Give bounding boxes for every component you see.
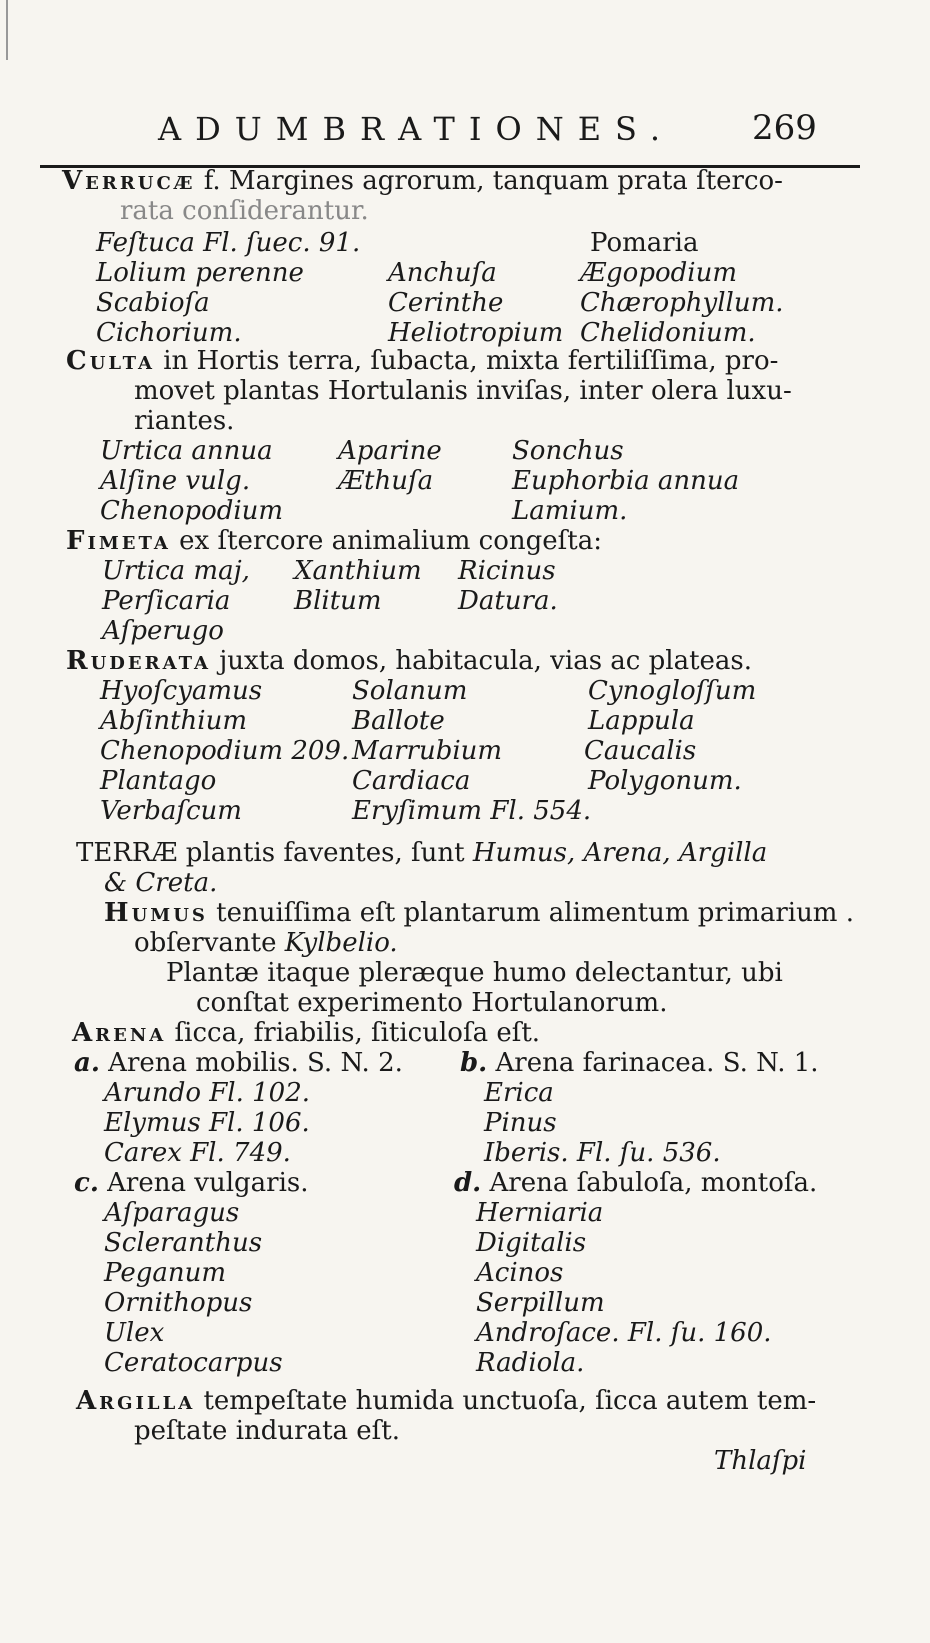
arena-c-item: Ornithopus	[104, 1288, 253, 1318]
arena-a-label: a.	[74, 1048, 100, 1078]
arena-b-label: b.	[460, 1048, 488, 1078]
arena-d-title	[454, 1168, 817, 1198]
arena-b-item: Iberis. Fl. ſu. 536.	[484, 1138, 721, 1168]
fimeta-head: Fimeta	[66, 526, 171, 556]
verrucae-plant: Heliotropium	[388, 318, 564, 348]
arena-d-item: Herniaria	[476, 1198, 604, 1228]
arena-c-label: c.	[74, 1168, 99, 1198]
arena-c-title	[74, 1168, 309, 1198]
arena-d-item: Acinos	[476, 1258, 564, 1288]
terrae-line-1	[76, 838, 767, 868]
ruderata-plant: Cynogloſſum	[588, 676, 757, 706]
arena-d-item: Digitalis	[476, 1228, 587, 1258]
page-number: 269	[752, 108, 817, 148]
fimeta-line	[66, 526, 602, 556]
culta-plant: Lamium.	[512, 496, 628, 526]
arena-c-item: Ceratocarpus	[104, 1348, 283, 1378]
arena-a-name: Arena mobilis. S. N. 2.	[108, 1048, 403, 1078]
culta-plant: Aparine	[338, 436, 442, 466]
argilla-head: Argilla	[76, 1386, 196, 1416]
culta-head: Culta	[66, 346, 155, 376]
verrucae-plant: Anchuſa	[388, 258, 497, 288]
humus-observante: obſervante	[134, 928, 285, 958]
culta-plant: Urtica annua	[100, 436, 273, 466]
fimeta-plant: Datura.	[458, 586, 558, 616]
fimeta-plant: Urtica maj,	[102, 556, 250, 586]
culta-text: in Hortis terra, ſubacta, mixta fertiliſſima, pro-	[163, 346, 779, 376]
arena-a-title	[74, 1048, 403, 1078]
ruderata-plant: Cardiaca	[352, 766, 471, 796]
culta-line-2: movet plantas Hortulanis inviſas, inter olera luxu-	[134, 376, 792, 406]
verrucae-plant: Feſtuca Fl. ſuec. 91.	[96, 228, 361, 258]
humus-line-1	[104, 898, 854, 928]
culta-plant: Alſine vulg.	[100, 466, 251, 496]
fimeta-plant: Xanthium	[294, 556, 422, 586]
verrucae-plant: Chærophyllum.	[580, 288, 784, 318]
ruderata-plant: Ballote	[352, 706, 445, 736]
ruderata-head: Ruderata	[66, 646, 211, 676]
catchword: Thlaſpi	[714, 1446, 807, 1476]
arena-d-name: Arena ſabuloſa, montoſa.	[489, 1168, 818, 1198]
argilla-text: tempeſtate humida unctuoſa, ſicca autem tem-	[203, 1386, 817, 1416]
fimeta-text: ex ſtercore animalium congeſta:	[179, 526, 603, 556]
ruderata-plant: Polygonum.	[588, 766, 742, 796]
fimeta-plant: Ricinus	[458, 556, 556, 586]
humus-line-2	[134, 928, 398, 958]
arena-a-item: Elymus Fl. 106.	[104, 1108, 310, 1138]
terrae-argilla: Argilla	[678, 838, 768, 868]
arena-d-item: Radiola.	[476, 1348, 585, 1378]
arena-c-item: Peganum	[104, 1258, 227, 1288]
arena-b-name: Arena farinacea. S. N. 1.	[495, 1048, 819, 1078]
ruderata-plant: Solanum	[352, 676, 468, 706]
arena-text: ſicca, friabilis, ſiticuloſa eſt.	[174, 1018, 541, 1048]
fimeta-plant: Blitum	[294, 586, 382, 616]
humus-head: Humus	[104, 898, 208, 928]
culta-plant: Sonchus	[512, 436, 624, 466]
ruderata-plant: Abſinthium	[100, 706, 248, 736]
fimeta-plant: Aſperugo	[102, 616, 224, 646]
verrucae-plant: Cerinthe	[388, 288, 504, 318]
terrae-line-2: & Creta.	[104, 868, 218, 898]
ruderata-plant: Caucalis	[584, 736, 697, 766]
ruderata-plant: Eryſimum Fl. 554.	[352, 796, 592, 826]
ruderata-plant: Marrubium	[352, 736, 503, 766]
verrucae-line-2: rata conſiderantur.	[120, 196, 369, 226]
culta-line-3: riantes.	[134, 406, 235, 436]
scan-edge-mark	[6, 0, 8, 60]
arena-d-item: Serpillum	[476, 1288, 605, 1318]
terrae-text: TERRÆ plantis faventes, ſunt	[76, 838, 473, 868]
ruderata-plant: Verbaſcum	[100, 796, 242, 826]
arena-line	[72, 1018, 540, 1048]
verrucae-plant: Chelidonium.	[580, 318, 756, 348]
argilla-line-1	[76, 1386, 816, 1416]
culta-line-1	[66, 346, 778, 376]
humus-author: Kylbelio.	[284, 928, 398, 958]
verrucae-plant: Lolium perenne	[96, 258, 304, 288]
culta-plant: Æthuſa	[338, 466, 434, 496]
verrucae-plant: Ægopodium	[580, 258, 737, 288]
terrae-arena: Arena,	[583, 838, 671, 868]
ruderata-plant: Hyoſcyamus	[100, 676, 263, 706]
humus-line-3: Plantæ itaque pleræque humo delectantur, ubi	[166, 958, 783, 988]
arena-d-item: Androſace. Fl. ſu. 160.	[476, 1318, 772, 1348]
verrucae-plant: Cichorium.	[96, 318, 242, 348]
arena-c-name: Arena vulgaris.	[107, 1168, 309, 1198]
verrucae-plant: Scabioſa	[96, 288, 210, 318]
arena-a-item: Arundo Fl. 102.	[104, 1078, 311, 1108]
culta-plant: Euphorbia annua	[512, 466, 740, 496]
arena-c-item: Scleranthus	[104, 1228, 263, 1258]
verrucae-text: f. Margines agrorum, tanquam prata ſterco-	[203, 166, 783, 196]
culta-plant: Chenopodium	[100, 496, 284, 526]
arena-c-item: Aſparagus	[104, 1198, 240, 1228]
arena-a-item: Carex Fl. 749.	[104, 1138, 291, 1168]
running-head: ADUMBRATIONES.	[158, 110, 674, 148]
ruderata-line	[66, 646, 752, 676]
terrae-humus: Humus,	[472, 838, 576, 868]
arena-head: Arena	[72, 1018, 167, 1048]
verrucae-head: Verrucæ	[62, 166, 196, 196]
arena-d-label: d.	[454, 1168, 482, 1198]
ruderata-plant: Chenopodium 209.	[100, 736, 350, 766]
humus-line-4: conſtat experimento Hortulanorum.	[196, 988, 668, 1018]
arena-b-item: Erica	[484, 1078, 554, 1108]
verrucae-plant: Pomaria	[590, 228, 699, 258]
argilla-line-2: peſtate indurata eſt.	[134, 1416, 401, 1446]
ruderata-text: juxta domos, habitacula, vias ac plateas.	[219, 646, 753, 676]
verrucae-line-1	[62, 166, 783, 196]
fimeta-plant: Perſicaria	[102, 586, 231, 616]
arena-b-item: Pinus	[484, 1108, 557, 1138]
arena-c-item: Ulex	[104, 1318, 165, 1348]
arena-b-title	[460, 1048, 819, 1078]
ruderata-plant: Lappula	[588, 706, 695, 736]
humus-text: tenuiſſima eſt plantarum alimentum primarium .	[216, 898, 854, 928]
ruderata-plant: Plantago	[100, 766, 217, 796]
